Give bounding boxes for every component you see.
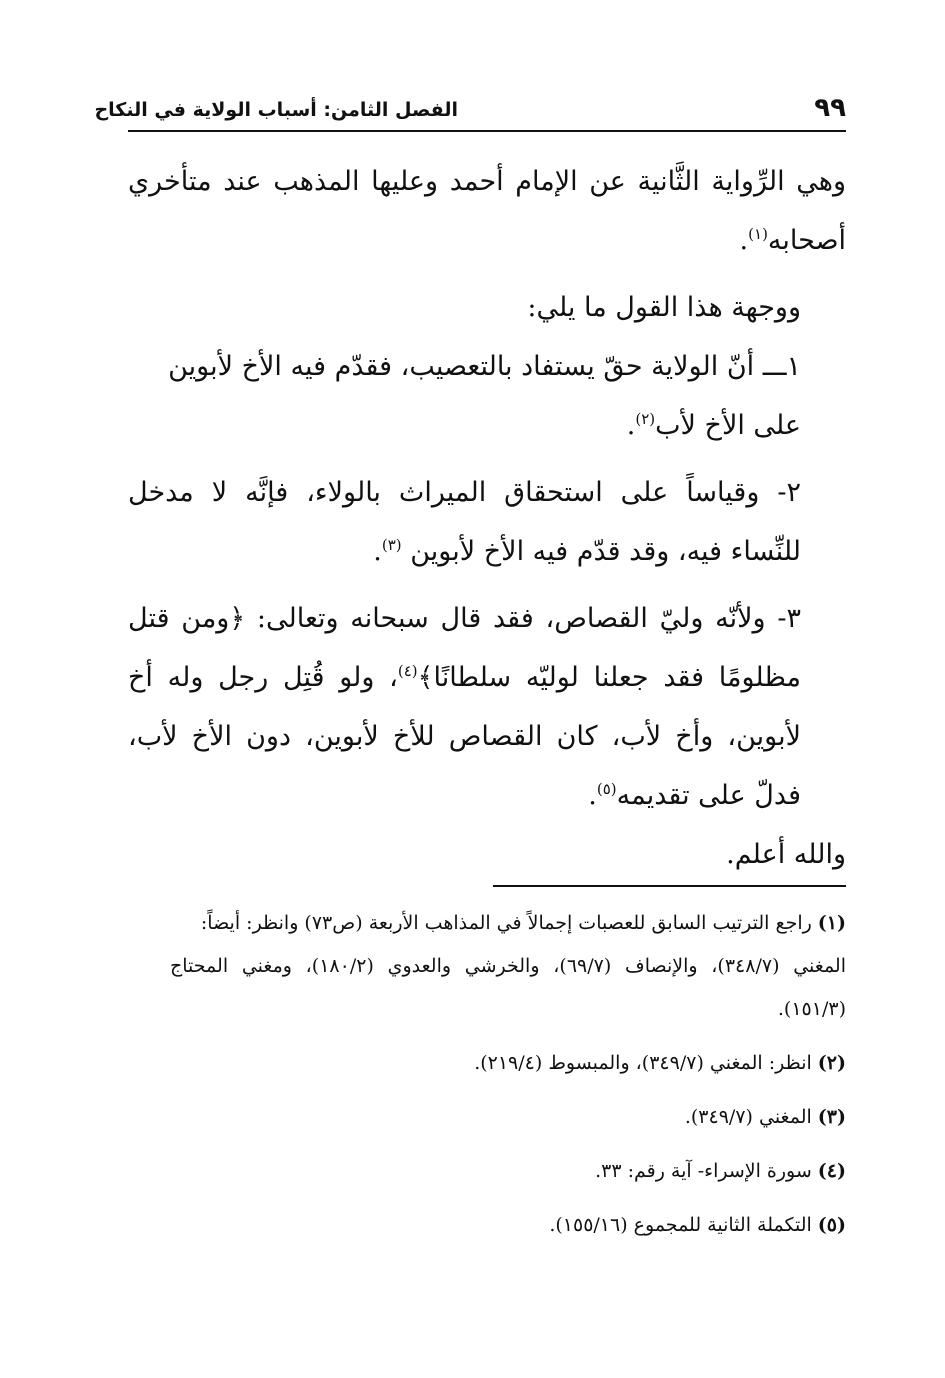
footnote-2-label: (٢) <box>817 1052 846 1074</box>
footnote-5-label: (٥) <box>817 1214 846 1236</box>
list-item-1-line-1 <box>128 337 801 396</box>
running-title: الفصل الثامن: أسباب الولاية في النكاح <box>94 99 458 121</box>
footnote-3 <box>170 1096 846 1139</box>
footnote-3-label: (٣) <box>817 1106 846 1128</box>
page-header <box>94 90 846 132</box>
list-item-1-text-2: على الأخ لأب <box>655 410 801 441</box>
footnote-5 <box>170 1204 846 1247</box>
footnote-5-text: التكملة الثانية للمجموع (١٥٥/١٦). <box>549 1214 812 1236</box>
paragraph-1-end: . <box>739 225 749 256</box>
list-item-1 <box>128 337 846 455</box>
paragraph-2-text: ووجهة هذا القول ما يلي: <box>527 292 801 323</box>
paragraph-1-text: وهي الرِّواية الثَّانية عن الإمام أحمد وعليها المذهب عند متأخري أصحابه <box>128 166 846 256</box>
list-item-3 <box>128 589 846 825</box>
footnote-1-continuation: المغني (٣٤٨/٧)، والإنصاف (٦٩/٧)، والخرشي والعدوي (١٨٠/٢)، ومغني المحتاج (١٥١/٣). <box>170 955 846 1020</box>
footnote-4 <box>170 1150 846 1193</box>
list-item-3-text-2: ، ولو قُتِل رجل وله أخ لأبوين، وأخ لأب، كان القصاص للأخ لأبوين، دون الأخ لأب، فدلّ على تقديمه <box>128 662 801 811</box>
paragraph-1 <box>128 152 846 270</box>
page-number: ٩٩ <box>814 93 846 123</box>
list-item-2-end: . <box>373 536 382 567</box>
footnote-2 <box>170 1042 846 1085</box>
closing-line <box>128 825 846 884</box>
footnote-4-label: (٤) <box>817 1160 846 1182</box>
footnote-4-text: سورة الإسراء- آية رقم: ٣٣. <box>595 1160 812 1182</box>
list-item-2-number: ٢- <box>777 477 802 508</box>
footnotes <box>170 902 846 1258</box>
footnote-1-label: (١) <box>817 912 846 934</box>
list-item-2 <box>128 463 846 581</box>
footnote-2-text: انظر: المغني (٣٤٩/٧)، والمبسوط (٢١٩/٤). <box>474 1052 812 1074</box>
list-item-1-line-2 <box>128 396 801 455</box>
list-item-3-end: . <box>588 780 597 811</box>
list-item-1-text: أنّ الولاية حقّ يستفاد بالتعصيب، فقدّم فيه الأخ لأبوين <box>168 351 755 382</box>
footnote-ref-5: (٥) <box>596 780 617 798</box>
closing-text: والله أعلم. <box>726 839 846 870</box>
footnote-1-text: راجع الترتيب السابق للعصبات إجمالاً في المذاهب الأربعة (ص٧٣) وانظر: أيضاً: <box>200 912 812 934</box>
list-item-3-text: ولأنّه وليّ القصاص، فقد قال سبحانه وتعالى: ﴿ومن قتل مظلومًا فقد جعلنا لوليّه سلطانًا﴾ <box>128 603 801 693</box>
footnote-1 <box>170 902 846 1031</box>
list-item-2-text: وقياساً على استحقاق الميراث بالولاء، فإنَّه لا مدخل للنِّساء فيه، وقد قدّم فيه الأخ لأبوين <box>128 477 801 567</box>
footnote-ref-1: (١) <box>748 225 768 243</box>
footnote-ref-4: (٤) <box>397 662 418 680</box>
main-text <box>128 152 846 884</box>
footnote-ref-2: (٢) <box>635 410 656 428</box>
list-item-1-end: . <box>626 410 636 441</box>
list-item-3-number: ٣- <box>777 603 801 634</box>
footnote-separator <box>493 885 846 887</box>
list-item-1-number: ١ـــ <box>762 351 801 382</box>
footnote-3-text: المغني (٣٤٩/٧). <box>684 1106 812 1128</box>
paragraph-2 <box>128 278 846 337</box>
footnote-ref-3: (٣) <box>381 536 402 554</box>
